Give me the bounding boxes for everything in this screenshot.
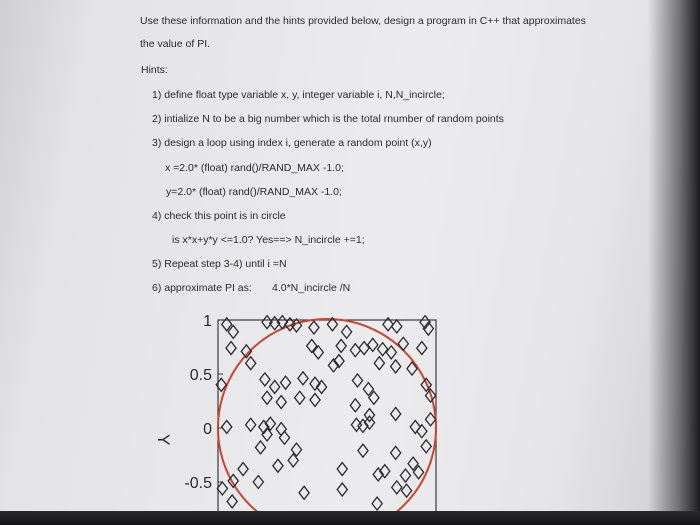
scatter-point <box>417 342 427 355</box>
scatter-point <box>391 360 401 373</box>
taskbar <box>0 511 700 525</box>
scatter-point <box>421 440 431 453</box>
scatter-point <box>309 321 319 334</box>
scatter-point <box>299 486 309 499</box>
scatter-point <box>410 420 420 433</box>
scatter-point <box>391 407 401 420</box>
monte-carlo-scatter-plot <box>150 300 450 525</box>
hint-step-5: 5) Repeat step 3-4) until i =N <box>152 258 287 270</box>
hint-step-3: 3) design a loop using index i, generate a random point (x,y) <box>152 137 432 149</box>
scatter-point <box>222 420 232 433</box>
pi-formula: 4.0*N_incircle /N <box>272 282 351 294</box>
scatter-point <box>281 376 291 389</box>
hints-heading: Hints: <box>141 64 168 76</box>
scatter-point <box>398 337 408 350</box>
scatter-point <box>227 495 237 508</box>
scatter-point <box>378 343 388 356</box>
scatter-point <box>364 409 374 422</box>
scatter-point <box>372 497 382 510</box>
scatter-plot-svg <box>150 300 450 525</box>
intro-line-2: the value of PI. <box>140 38 211 50</box>
scatter-point <box>350 344 360 357</box>
scatter-point <box>386 346 396 359</box>
y-tick-label: 1 <box>203 313 212 330</box>
scatter-point <box>310 393 320 406</box>
scatter-point <box>391 446 401 459</box>
hint-step-1: 1) define float type variable x, y, integer variable i, N,N_incircle; <box>152 89 445 101</box>
scatter-point <box>246 418 256 431</box>
scatter-point <box>253 476 263 489</box>
scatter-point <box>374 357 384 370</box>
scatter-point <box>276 423 286 436</box>
scatter-point <box>425 413 435 426</box>
scatter-point <box>279 431 289 444</box>
scatter-point <box>217 482 227 495</box>
scatter-point <box>392 481 402 494</box>
hint-step-6: 6) approximate PI as: <box>152 282 252 294</box>
scatter-point <box>358 444 368 457</box>
y-axis-label: Y <box>154 434 173 446</box>
scatter-point <box>273 459 283 472</box>
scatter-point <box>295 391 305 404</box>
scatter-point <box>392 320 402 333</box>
scatter-point <box>276 396 286 409</box>
scatter-point <box>255 441 265 454</box>
scatter-point <box>417 425 427 438</box>
scatter-point <box>226 342 236 355</box>
hint-step-3-x-formula: x =2.0* (float) rand()/RAND_MAX -1.0; <box>165 162 344 174</box>
scatter-point <box>352 374 362 387</box>
scatter-point <box>270 380 280 393</box>
hint-step-4-check: is x*x+y*y <=1.0? Yes==> N_incircle +=1; <box>172 234 365 246</box>
scatter-point <box>298 372 308 385</box>
scatter-point <box>336 339 346 352</box>
hint-step-4: 4) check this point is in circle <box>152 210 286 222</box>
y-tick-label: 0.5 <box>189 367 212 384</box>
scatter-point <box>337 463 347 476</box>
scatter-point <box>402 484 412 497</box>
scatter-point <box>342 325 352 338</box>
scatter-point <box>368 338 378 351</box>
scatter-point <box>260 373 270 386</box>
scatter-point <box>359 342 369 355</box>
scatter-point <box>246 357 256 370</box>
hint-step-2: 2) intialize N to be a big number which is the total rnumber of random points <box>152 113 504 125</box>
intro-line-1: Use these information and the hints provided below, design a program in C++ that approximates <box>140 15 586 27</box>
scatter-point <box>262 391 272 404</box>
hint-step-3-y-formula: y=2.0* (float) rand()/RAND_MAX -1.0; <box>166 186 342 198</box>
scatter-point <box>337 483 347 496</box>
monitor-bezel-shadow <box>648 0 700 525</box>
y-tick-label: 0 <box>203 421 212 438</box>
scatter-point <box>350 399 360 412</box>
scatter-point <box>238 463 248 476</box>
y-tick-label: -0.5 <box>184 475 212 492</box>
scatter-point <box>400 469 410 482</box>
